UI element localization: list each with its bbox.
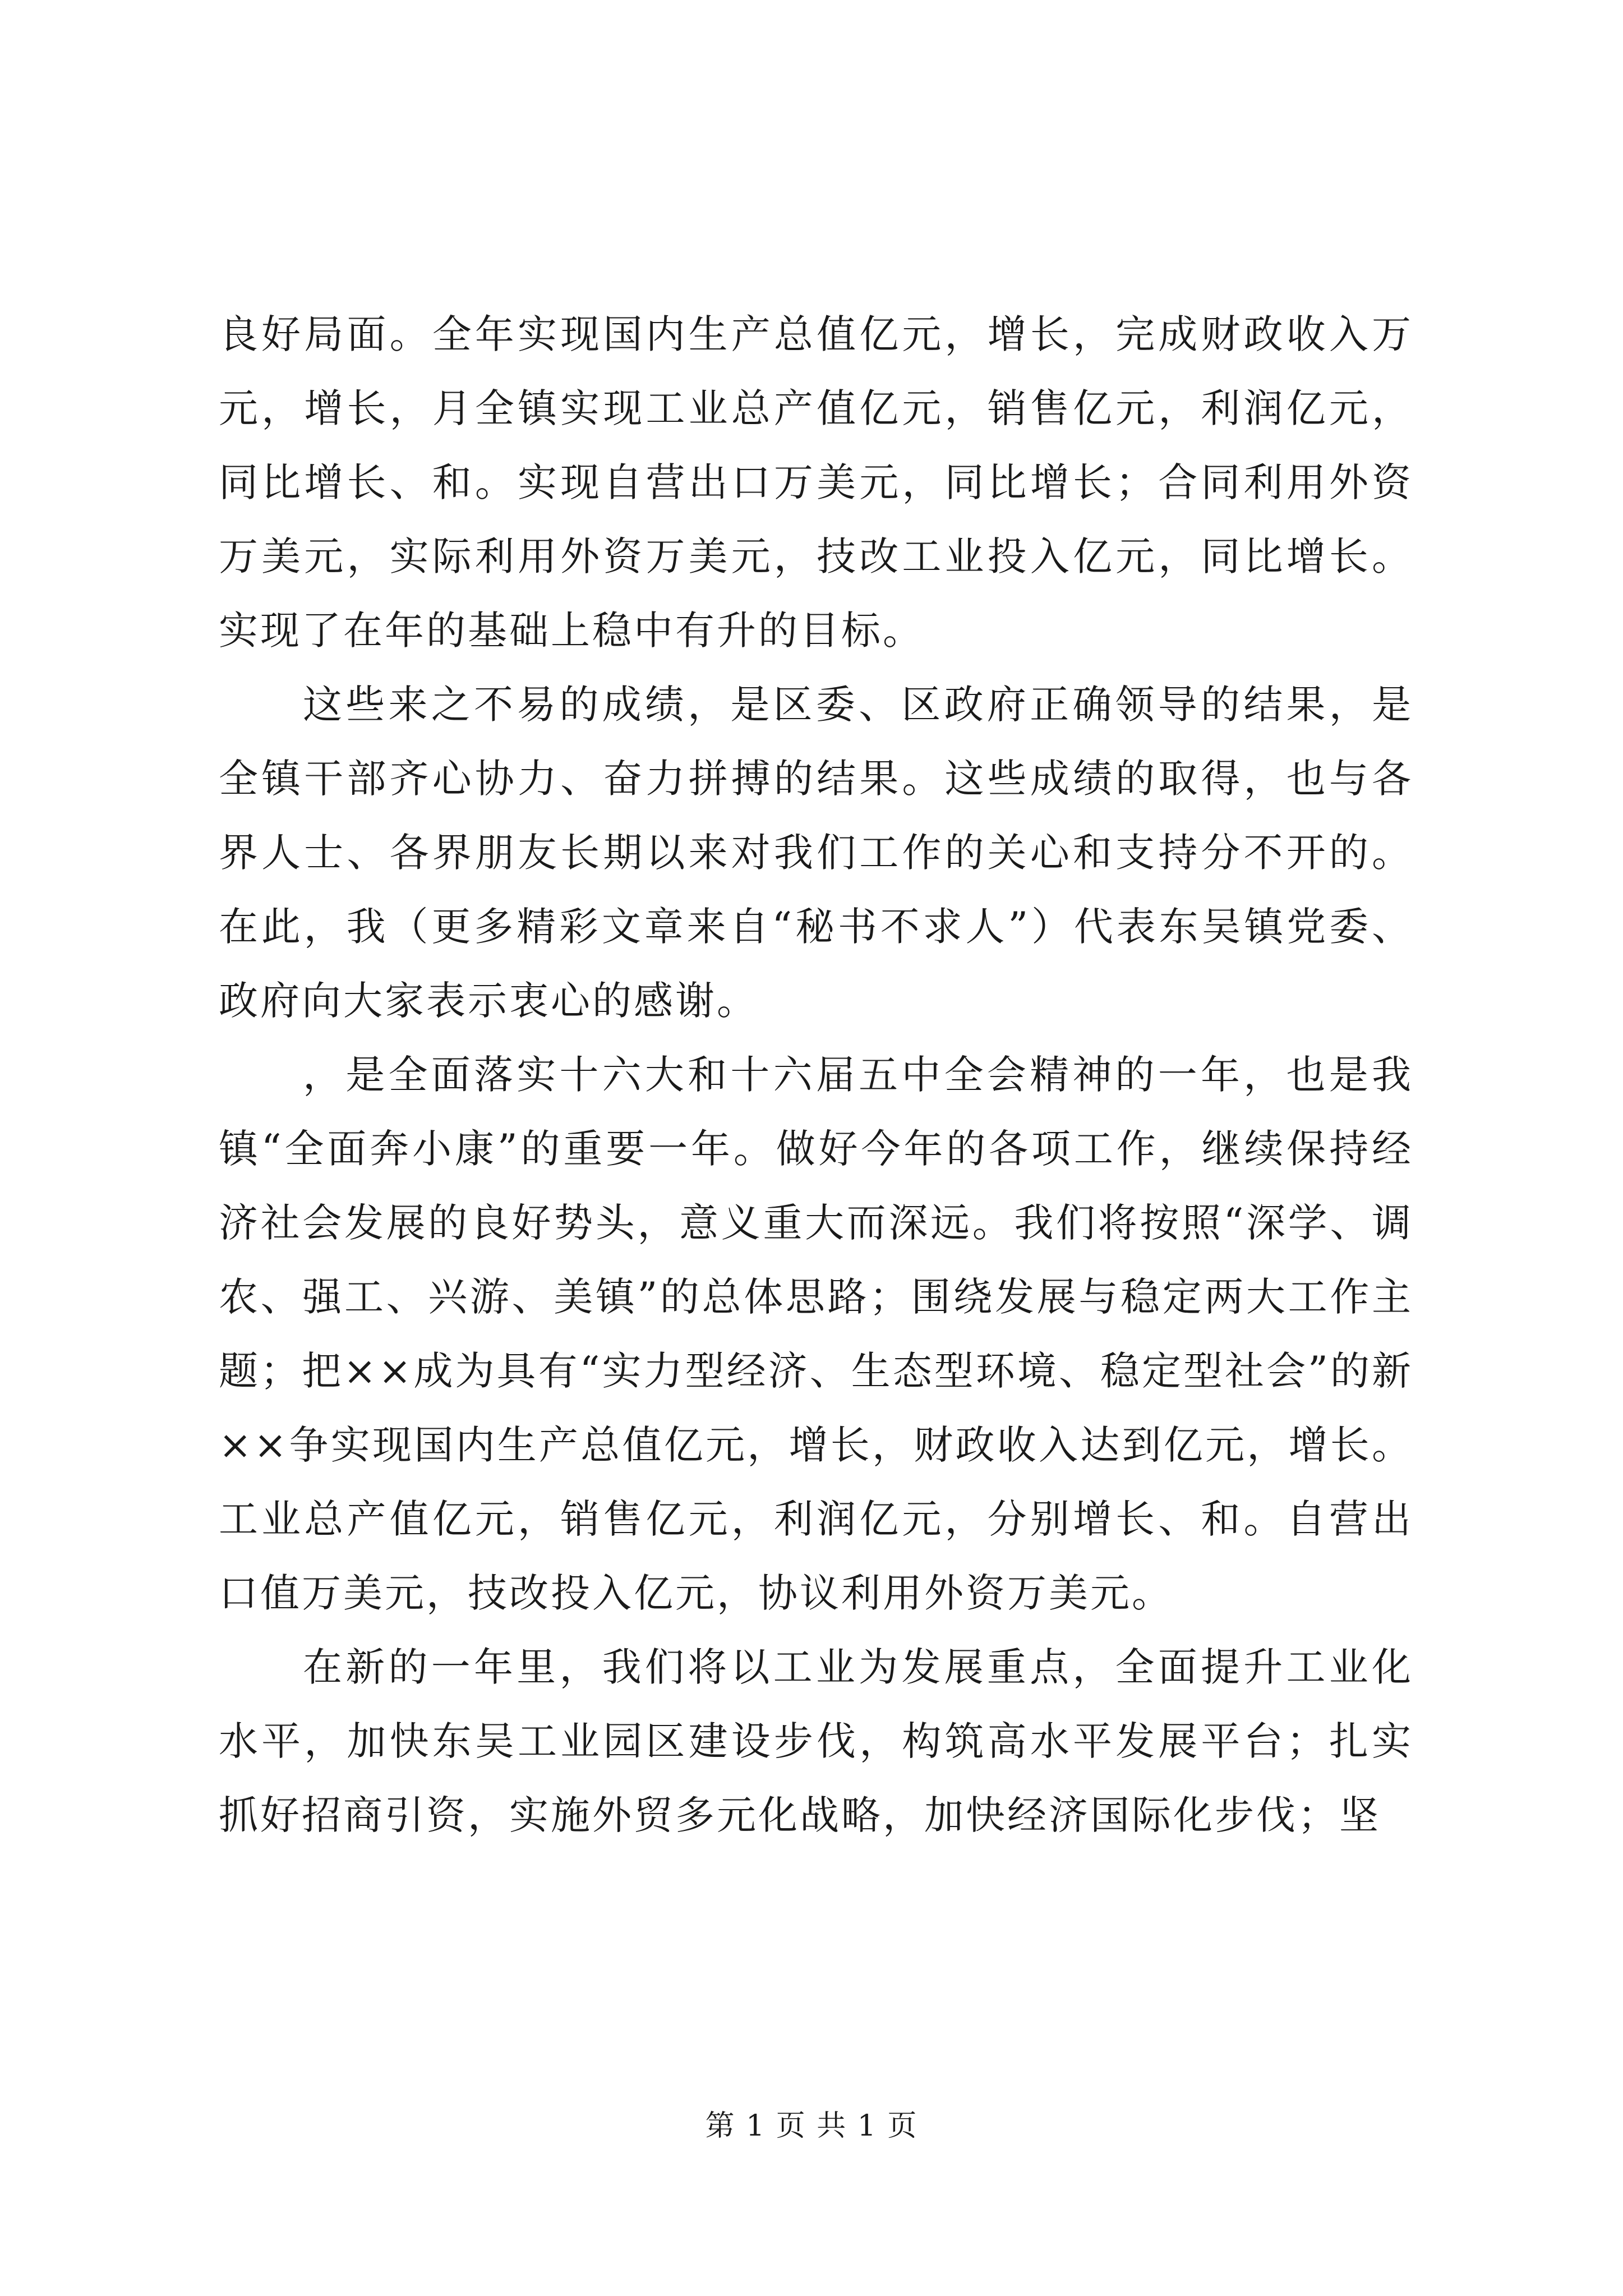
paragraph-1: 良好局面。全年实现国内生产总值亿元，增长，完成财政收入万元，增长，月全镇实现工业总产值亿元，销售亿元，利润亿元，同比增长、和。实现自营出口万美元，同比增长；合同利用外资万美元，实际利用外资万美元，技改工业投入亿元，同比增长。实现了在年的基础上稳中有升的目标。 [219,311,1413,654]
paragraph-2: 这些来之不易的成绩，是区委、区政府正确领导的结果，是全镇干部齐心协力、奋力拼搏的结果。这些成绩的取得，也与各界人士、各界朋友长期以来对我们工作的关心和支持分不开的。在此，我（更多精彩文章来自“秘书不求人”）代表东吴镇党委、政府向大家表示衷心的感谢。 [219,682,1413,1024]
document-body [219,297,1413,1852]
paragraph-3: ，是全面落实十六大和十六届五中全会精神的一年，也是我镇“全面奔小康”的重要一年。做好今年的各项工作，继续保持经济社会发展的良好势头，意义重大而深远。我们将按照“深学、调农、强工、兴游、美镇”的总体思路；围绕发展与稳定两大工作主题；把××成为具有“实力型经济、生态型环境、稳定型社会”的新××争实现国内生产总值亿元，增长，财政收入达到亿元，增长。工业总产值亿元，销售亿元，利润亿元，分别增长、和。自营出口值万美元，技改投入亿元，协议利用外资万美元。 [219,1052,1413,1616]
paragraph-4: 在新的一年里，我们将以工业为发展重点，全面提升工业化水平，加快东吴工业园区建设步伐，构筑高水平发展平台；扎实抓好招商引资，实施外贸多元化战略，加快经济国际化步伐；坚 [219,1644,1413,1838]
page-footer: 第 1 页 共 1 页 [705,2109,918,2143]
